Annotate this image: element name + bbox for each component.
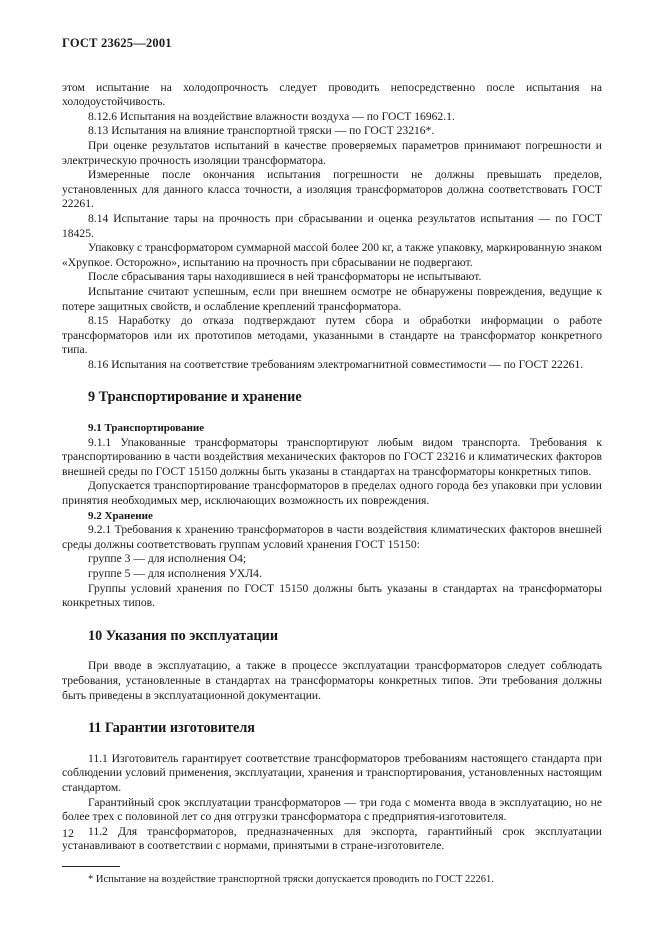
document-header: ГОСТ 23625—2001 [62, 36, 172, 50]
footnote: * Испытание на воздействие транспортной тряски допускается проводить по ГОСТ 22261. [88, 873, 494, 885]
section-10-title: 10 Указания по эксплуатации [88, 627, 278, 644]
subsection-9-2-title: 9.2 Хранение [88, 509, 153, 522]
paragraph: При вводе в эксплуатацию, а также в процессе эксплуатации трансформаторов следует соблюдать требования, установленные в стандартах на трансформаторы конкретных типов. Эти требования должны быть приведены в эксплуатационной документации. [62, 659, 602, 702]
paragraph: Упаковку с трансформатором суммарной массой более 200 кг, а также упаковку, маркированную знаком «Хрупкое. Осторожно», испытанию на прочность при сбрасывании не подвергают. [62, 241, 602, 269]
section8-tail [62, 81, 602, 373]
paragraph: 8.15 Наработку до отказа подтверждают путем сбора и обработки информации о работе трансформаторов или их прототипов методами, указанными в стандарте на трансформатор конкретного типа. [62, 314, 602, 357]
paragraph: 8.12.6 Испытания на воздействие влажности воздуха — по ГОСТ 16962.1. [88, 109, 455, 123]
footnote-divider [62, 866, 120, 867]
paragraph: 8.13 Испытания на влияние транспортной тряски — по ГОСТ 23216*. [88, 124, 435, 138]
document-page [62, 36, 602, 886]
paragraph: Измеренные после окончания испытания погрешности не должны превышать пределов, установленных для данного класса точности, а изоляция трансформаторов должна соответствовать ГОСТ 22261. [62, 168, 602, 211]
paragraph: Допускается транспортирование трансформаторов в пределах одного города без упаковки при условии принятия необходимых мер, исключающих возможность их повреждения. [62, 479, 602, 508]
paragraph: 9.1.1 Упакованные трансформаторы транспортируют любым видом транспорта. Требования к транспортированию в части воздействия механических факторов по ГОСТ 23216 и климатических факторов внешней среды по ГОСТ 15150 должны быть указаны в стандартах на трансформаторы конкретных типов. [62, 435, 602, 478]
section-9-title: 9 Транспортирование и хранение [88, 389, 302, 406]
list-item: группе 5 — для исполнения УХЛ4. [88, 567, 262, 580]
page-number: 12 [62, 826, 74, 840]
paragraph: 9.2.1 Требования к хранению трансформаторов в части воздействия климатических факторов внешней среды должны соответствовать группам условий хранения ГОСТ 15150: [62, 523, 602, 551]
paragraph: Гарантийный срок эксплуатации трансформаторов — три года с момента ввода в эксплуатацию, но не более трех с половиной лет со дня отгрузки трансформатора с предприятия-изготовителя. [62, 795, 602, 824]
paragraph: 8.14 Испытание тары на прочность при сбрасывании и оценка результатов испытания — по ГОСТ 18425. [62, 211, 602, 240]
section-11-title: 11 Гарантии изготовителя [88, 720, 255, 737]
paragraph: этом испытание на холодопрочность следует проводить непосредственно после испытания на холодоустойчивость. [62, 80, 602, 109]
paragraph: При оценке результатов испытаний в качестве проверяемых параметров принимают погрешности и электрическую прочность изоляции трансформатора. [62, 138, 602, 167]
paragraph: Группы условий хранения по ГОСТ 15150 должны быть указаны в стандартах на трансформаторы конкретных типов. [62, 581, 602, 610]
paragraph: Испытание считают успешным, если при внешнем осмотре не обнаружены повреждения, ведущие к потере защитных свойств, и ослабление креплений трансформатора. [62, 284, 602, 313]
paragraph: 8.16 Испытания на соответствие требованиям электромагнитной совместимости — по ГОСТ 22261. [88, 357, 584, 371]
paragraph: 11.2 Для трансформаторов, предназначенных для экспорта, гарантийный срок эксплуатации устанавливают в соответствии с нормами, принятыми в стране-изготовителе. [62, 824, 602, 853]
subsection-9-1-title: 9.1 Транспортирование [88, 422, 205, 435]
paragraph: После сбрасывания тары находившиеся в ней трансформаторы не испытывают. [88, 270, 482, 284]
list-item: группе 3 — для исполнения О4; [88, 552, 247, 566]
paragraph: 11.1 Изготовитель гарантирует соответствие трансформаторов требованиям настоящего стандарта при соблюдении условий применения, эксплуатации, хранения и транспортирования, установленных настоящим стандартом. [62, 751, 602, 794]
